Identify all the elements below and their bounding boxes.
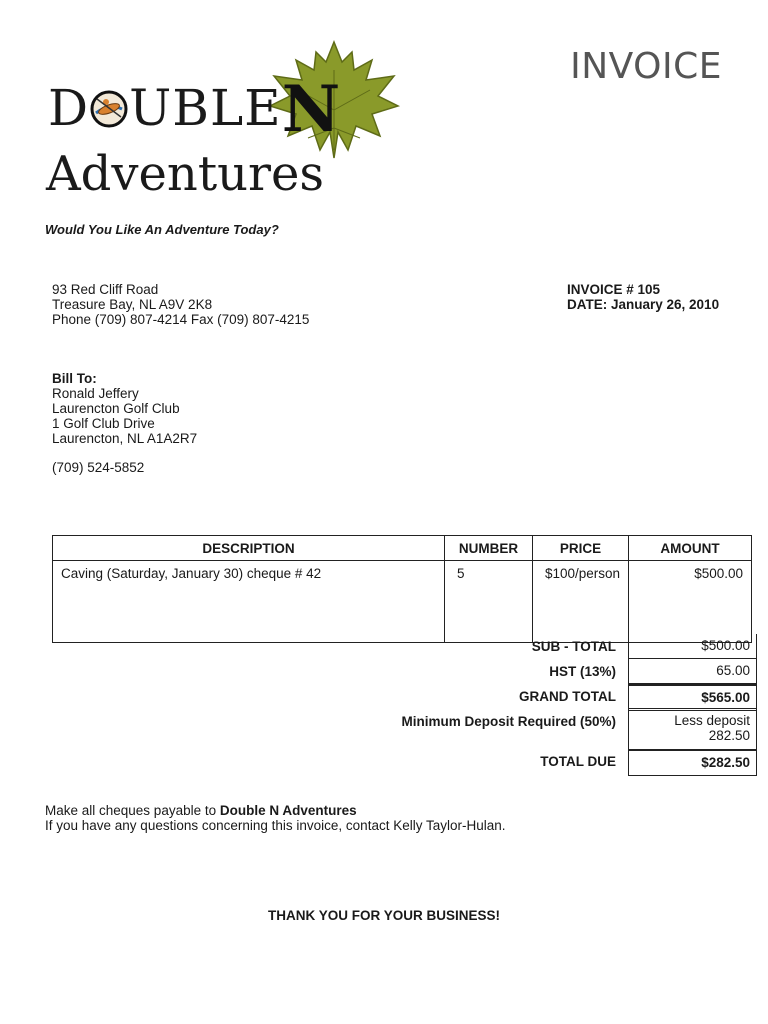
deposit-value	[628, 708, 757, 750]
line-items-table	[52, 535, 752, 643]
bill-to-block	[52, 371, 197, 446]
logo-letters-uble: UBLE	[129, 79, 282, 137]
bill-to-street: 1 Golf Club Drive	[52, 416, 155, 431]
hst-value: 65.00	[628, 658, 757, 684]
document-title: INVOICE	[570, 46, 722, 87]
bill-to-city: Laurencton, NL A1A2R7	[52, 431, 198, 446]
company-phone-fax: Phone (709) 807-4214 Fax (709) 807-4215	[52, 312, 310, 327]
invoice-number: INVOICE # 105	[567, 282, 661, 297]
grand-total-value: $565.00	[628, 684, 757, 711]
subtotal-value: $500.00	[628, 634, 757, 659]
company-tagline: Would You Like An Adventure Today?	[45, 222, 279, 237]
row-price: $100/person	[533, 561, 629, 643]
payable-line	[45, 803, 506, 818]
grand-total-label: GRAND TOTAL	[519, 689, 616, 704]
logo-letter-n: N	[281, 72, 342, 147]
row-amount: $500.00	[629, 561, 752, 643]
payable-prefix: Make all cheques payable to	[45, 803, 220, 818]
header-price: PRICE	[533, 536, 629, 561]
company-address-line1: 93 Red Cliff Road	[52, 282, 159, 297]
deposit-value-caption: Less deposit	[674, 713, 750, 728]
header-number: NUMBER	[445, 536, 533, 561]
total-due-label: TOTAL DUE	[540, 754, 616, 769]
bill-to-phone: (709) 524-5852	[52, 460, 145, 475]
table-header-row	[53, 536, 752, 561]
logo-wordmark-double	[48, 72, 342, 147]
kayak-globe-icon	[89, 89, 129, 129]
invoice-date: DATE: January 26, 2010	[567, 297, 720, 312]
header-description: DESCRIPTION	[53, 536, 445, 561]
row-description: Caving (Saturday, January 30) cheque # 42	[53, 561, 445, 643]
contact-line: If you have any questions concerning this invoice, contact Kelly Taylor-Hulan.	[45, 818, 506, 833]
bill-to-name: Ronald Jeffery	[52, 386, 139, 401]
total-due-value: $282.50	[628, 749, 757, 776]
company-logo	[44, 40, 404, 210]
deposit-value-amount: 282.50	[708, 728, 750, 743]
bill-to-organization: Laurencton Golf Club	[52, 401, 180, 416]
header-amount: AMOUNT	[629, 536, 752, 561]
deposit-label: Minimum Deposit Required (50%)	[401, 714, 616, 729]
logo-wordmark-adventures: Adventures	[46, 146, 325, 202]
thank-you-message: THANK YOU FOR YOUR BUSINESS!	[267, 908, 501, 923]
row-number: 5	[445, 561, 533, 643]
company-address	[52, 282, 309, 327]
payment-note	[45, 803, 506, 833]
hst-label: HST (13%)	[549, 664, 616, 679]
payable-name: Double N Adventures	[219, 803, 357, 818]
bill-to-label: Bill To:	[52, 371, 97, 386]
subtotal-label: SUB - TOTAL	[531, 639, 616, 654]
logo-letter-d: D	[48, 79, 90, 137]
company-address-line2: Treasure Bay, NL A9V 2K8	[52, 297, 213, 312]
table-row	[53, 561, 752, 643]
invoice-meta	[567, 282, 719, 312]
